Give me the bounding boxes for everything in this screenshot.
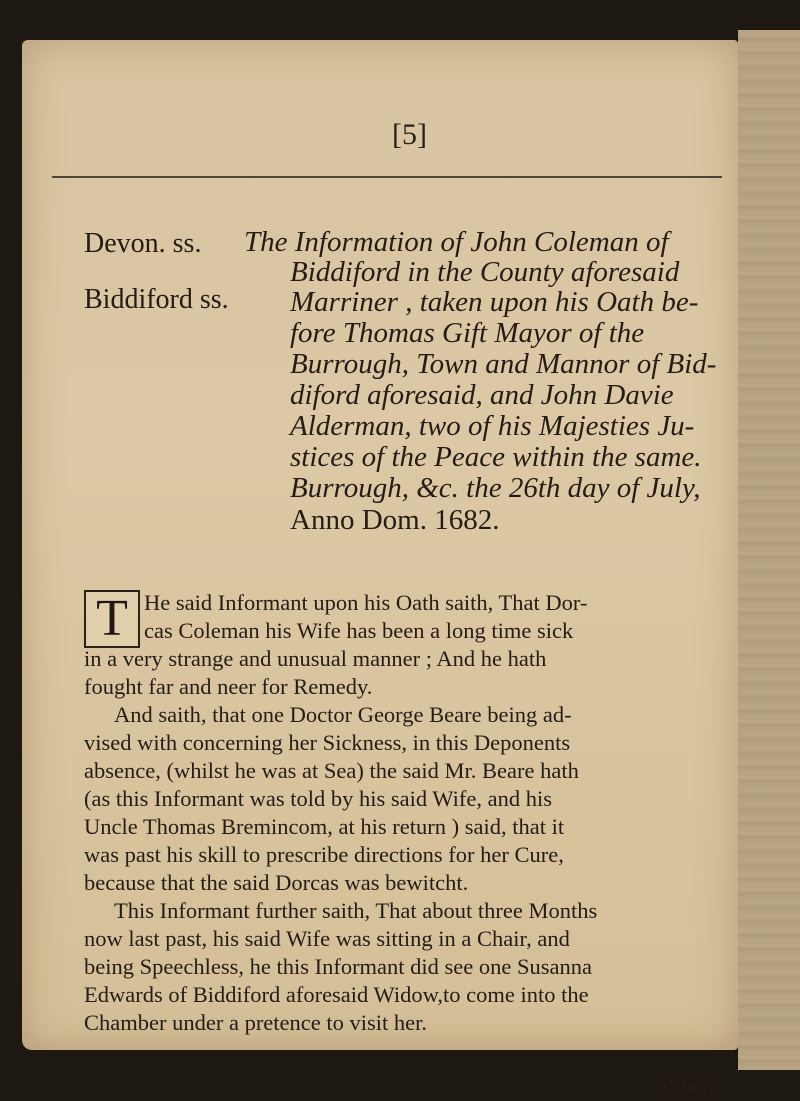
body-line: And saith, that one Doctor George Beare being ad- xyxy=(114,702,572,727)
body-line: was past his skill to prescribe directions for her Cure, xyxy=(84,842,564,867)
body-line: This Informant further saith, That about three Months xyxy=(114,898,598,923)
heading-line: Alderman, two of his Majesties Ju- xyxy=(290,410,695,442)
heading-line: Burrough, &c. the 26th day of July, xyxy=(290,472,701,504)
body-line: He said Informant upon his Oath saith, That Dor- xyxy=(144,590,588,615)
body-line: absence, (whilst he was at Sea) the said Mr. Beare hath xyxy=(84,758,579,783)
body-line: Chamber under a pretence to visit her. xyxy=(84,1010,428,1035)
document-page xyxy=(22,40,738,1098)
body-line: in a very strange and unusual manner ; And he hath xyxy=(84,646,547,671)
body-line: fought far and neer for Remedy. xyxy=(84,674,373,699)
margin-county: Devon. ss. xyxy=(84,228,202,259)
heading-line: The Information of John Coleman of xyxy=(244,226,669,258)
header-rule xyxy=(52,176,722,178)
heading-line: stices of the Peace within the same. xyxy=(290,441,702,473)
body-line: because that the said Dorcas was bewitcht. xyxy=(84,870,469,895)
adjacent-page-edge xyxy=(738,30,800,1070)
margin-town: Biddiford ss. xyxy=(84,284,229,315)
heading-line: Marriner , taken upon his Oath be- xyxy=(290,286,699,318)
body-line: vised with concerning her Sickness, in this Deponents xyxy=(84,730,571,755)
heading-line: diford aforesaid, and John Davie xyxy=(290,379,674,411)
page-number: [5] xyxy=(392,118,427,151)
heading-line: fore Thomas Gift Mayor of the xyxy=(290,317,645,349)
catchword: Where- xyxy=(660,1073,726,1098)
body-line: (as this Informant was told by his said Wife, and his xyxy=(84,786,552,811)
body-line: cas Coleman his Wife has been a long time sick xyxy=(144,618,574,643)
heading-line: Biddiford in the County aforesaid xyxy=(290,256,680,288)
body-line: now last past, his said Wife was sitting in a Chair, and xyxy=(84,926,570,951)
heading-line: Burrough, Town and Mannor of Bid- xyxy=(290,348,717,380)
drop-cap: T xyxy=(84,590,140,648)
heading-line: Anno Dom. 1682. xyxy=(290,504,500,536)
body-line: being Speechless, he this Informant did see one Susanna xyxy=(84,954,593,979)
body-line: Uncle Thomas Bremincom, at his return ) said, that it xyxy=(84,814,565,839)
body-line: Edwards of Biddiford aforesaid Widow,to come into the xyxy=(84,982,589,1007)
